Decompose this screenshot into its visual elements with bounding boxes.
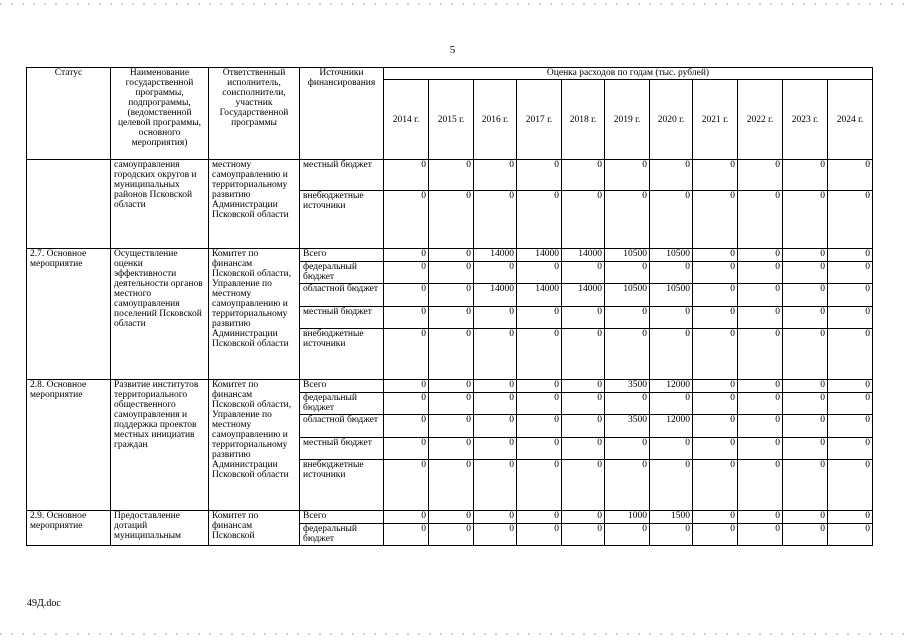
header-estimate: Оценка расходов по годам (тыс. рублей) [384,68,873,80]
amount-cell: 0 [738,307,783,329]
funding-source: внебюджетные источники [300,460,384,511]
amount-cell: 0 [605,191,650,249]
section-responsible: Комитет по финансам Псковской [209,511,300,546]
header-year: 2014 г. [384,80,429,160]
amount-cell: 0 [474,191,517,249]
amount-cell: 0 [650,524,693,546]
amount-cell: 0 [738,284,783,307]
header-year: 2019 г. [605,80,650,160]
amount-cell: 0 [783,511,828,524]
amount-cell: 0 [517,415,562,438]
amount-cell: 0 [517,524,562,546]
amount-cell: 0 [429,380,474,393]
amount-cell: 0 [828,393,873,415]
amount-cell: 0 [738,393,783,415]
amount-cell: 12000 [650,415,693,438]
amount-cell: 0 [783,393,828,415]
amount-cell: 0 [693,415,738,438]
amount-cell: 0 [605,438,650,460]
amount-cell: 10500 [650,249,693,262]
amount-cell: 0 [783,329,828,380]
amount-cell: 0 [562,511,605,524]
amount-cell: 0 [517,262,562,284]
amount-cell: 0 [384,191,429,249]
table-row [27,160,873,191]
amount-cell: 0 [693,380,738,393]
amount-cell: 0 [828,524,873,546]
amount-cell: 0 [828,380,873,393]
amount-cell: 0 [783,160,828,191]
footer-filename: 49Д.doc [27,598,61,609]
amount-cell: 0 [693,524,738,546]
funding-source: федеральный бюджет [300,524,384,546]
amount-cell: 0 [828,262,873,284]
amount-cell: 0 [474,460,517,511]
amount-cell: 0 [605,160,650,191]
amount-cell: 0 [693,307,738,329]
amount-cell: 14000 [517,249,562,262]
amount-cell: 0 [738,460,783,511]
amount-cell: 0 [517,380,562,393]
amount-cell: 0 [693,191,738,249]
amount-cell: 0 [517,329,562,380]
amount-cell: 14000 [474,249,517,262]
amount-cell: 0 [650,329,693,380]
amount-cell: 0 [828,307,873,329]
funding-source: местный бюджет [300,307,384,329]
amount-cell: 0 [605,329,650,380]
funding-source: внебюджетные источники [300,191,384,249]
funding-source: Всего [300,249,384,262]
amount-cell: 0 [517,307,562,329]
amount-cell: 0 [429,284,474,307]
amount-cell: 0 [562,415,605,438]
amount-cell: 0 [650,191,693,249]
amount-cell: 3500 [605,415,650,438]
amount-cell: 0 [474,511,517,524]
amount-cell: 0 [738,415,783,438]
amount-cell: 0 [828,460,873,511]
amount-cell: 0 [605,460,650,511]
table-row [27,380,873,393]
amount-cell: 0 [650,460,693,511]
section-name: Развитие институтов территориального общественного самоуправления и поддержка проектов местных инициатив граждан [111,380,209,511]
amount-cell: 0 [474,160,517,191]
amount-cell: 14000 [562,284,605,307]
amount-cell: 0 [474,524,517,546]
amount-cell: 0 [693,460,738,511]
amount-cell: 14000 [474,284,517,307]
amount-cell: 0 [384,329,429,380]
amount-cell: 0 [429,160,474,191]
amount-cell: 0 [693,393,738,415]
amount-cell: 0 [562,160,605,191]
page-number: 5 [449,44,456,56]
amount-cell: 0 [738,380,783,393]
section-status: 2.7. Основное мероприятие [27,249,111,380]
amount-cell: 0 [693,160,738,191]
amount-cell: 0 [605,393,650,415]
amount-cell: 0 [384,249,429,262]
table-row [27,249,873,262]
amount-cell: 0 [650,393,693,415]
amount-cell: 0 [562,307,605,329]
budget-table [26,67,873,546]
amount-cell: 0 [429,262,474,284]
amount-cell: 0 [562,191,605,249]
section-responsible: Комитет по финансам Псковской области, Управление по местному самоуправлению и территориальному развитию Администрации Псковской области [209,380,300,511]
amount-cell: 0 [429,329,474,380]
amount-cell: 3500 [605,380,650,393]
amount-cell: 0 [828,284,873,307]
amount-cell: 0 [517,460,562,511]
amount-cell: 0 [384,511,429,524]
amount-cell: 0 [783,262,828,284]
header-name: Наименование государственной программы, подпрограммы, (ведомственной целевой программы, основного мероприятия) [111,68,209,160]
amount-cell: 10500 [605,249,650,262]
amount-cell: 0 [562,262,605,284]
amount-cell: 0 [562,380,605,393]
amount-cell: 14000 [517,284,562,307]
amount-cell: 12000 [650,380,693,393]
amount-cell: 0 [384,415,429,438]
amount-cell: 0 [738,191,783,249]
amount-cell: 0 [738,249,783,262]
section-status [27,160,111,249]
header-year: 2016 г. [474,80,517,160]
section-responsible: местному самоуправлению и территориальному развитию Администрации Псковской области [209,160,300,249]
amount-cell: 0 [738,511,783,524]
amount-cell: 0 [605,524,650,546]
amount-cell: 0 [693,511,738,524]
amount-cell: 0 [474,415,517,438]
table-row [27,511,873,524]
amount-cell: 0 [828,438,873,460]
header-year: 2015 г. [429,80,474,160]
funding-source: местный бюджет [300,160,384,191]
amount-cell: 0 [828,511,873,524]
amount-cell: 0 [384,160,429,191]
header-year: 2021 г. [693,80,738,160]
amount-cell: 0 [384,284,429,307]
header-responsible: Ответственный исполнитель, соисполнители, участник Государственной программы [209,68,300,160]
amount-cell: 10500 [605,284,650,307]
amount-cell: 0 [429,393,474,415]
amount-cell: 0 [429,511,474,524]
funding-source: местный бюджет [300,438,384,460]
funding-source: областной бюджет [300,415,384,438]
amount-cell: 0 [783,307,828,329]
amount-cell: 0 [517,160,562,191]
amount-cell: 0 [828,249,873,262]
amount-cell: 0 [429,438,474,460]
amount-cell: 0 [783,524,828,546]
amount-cell: 0 [605,262,650,284]
amount-cell: 0 [650,438,693,460]
amount-cell: 0 [783,249,828,262]
amount-cell: 0 [384,438,429,460]
amount-cell: 0 [517,191,562,249]
funding-source: Всего [300,380,384,393]
amount-cell: 0 [738,329,783,380]
amount-cell: 0 [783,460,828,511]
amount-cell: 0 [693,284,738,307]
header-year: 2024 г. [828,80,873,160]
amount-cell: 0 [783,415,828,438]
amount-cell: 0 [783,438,828,460]
amount-cell: 0 [738,438,783,460]
amount-cell: 14000 [562,249,605,262]
amount-cell: 0 [474,307,517,329]
section-name: самоуправления городских округов и муниципальных районов Псковской области [111,160,209,249]
amount-cell: 0 [384,262,429,284]
section-name: Предоставление дотаций муниципальным [111,511,209,546]
section-name: Осуществление оценки эффективности деятельности органов местного самоуправления поселений Псковской области [111,249,209,380]
amount-cell: 0 [562,438,605,460]
header-year: 2022 г. [738,80,783,160]
amount-cell: 0 [562,393,605,415]
amount-cell: 0 [650,307,693,329]
amount-cell: 0 [783,284,828,307]
amount-cell: 0 [828,329,873,380]
amount-cell: 0 [474,329,517,380]
amount-cell: 0 [650,262,693,284]
header-status: Статус [27,68,111,160]
header-year: 2023 г. [783,80,828,160]
amount-cell: 0 [650,160,693,191]
amount-cell: 0 [693,249,738,262]
amount-cell: 0 [429,307,474,329]
amount-cell: 0 [384,524,429,546]
amount-cell: 0 [693,329,738,380]
section-status: 2.8. Основное мероприятие [27,380,111,511]
header-year: 2020 г. [650,80,693,160]
header-year: 2018 г. [562,80,605,160]
amount-cell: 0 [384,460,429,511]
amount-cell: 0 [429,191,474,249]
amount-cell: 0 [474,262,517,284]
amount-cell: 0 [738,262,783,284]
header-sources: Источники финансирования [300,68,384,160]
amount-cell: 0 [693,438,738,460]
amount-cell: 0 [429,249,474,262]
amount-cell: 0 [605,307,650,329]
amount-cell: 0 [783,191,828,249]
amount-cell: 0 [384,380,429,393]
funding-source: областной бюджет [300,284,384,307]
header-year: 2017 г. [517,80,562,160]
amount-cell: 0 [562,329,605,380]
amount-cell: 0 [517,438,562,460]
amount-cell: 0 [384,307,429,329]
amount-cell: 0 [562,460,605,511]
amount-cell: 0 [429,460,474,511]
funding-source: федеральный бюджет [300,262,384,284]
amount-cell: 10500 [650,284,693,307]
amount-cell: 0 [828,160,873,191]
amount-cell: 0 [384,393,429,415]
amount-cell: 0 [693,262,738,284]
amount-cell: 0 [429,415,474,438]
amount-cell: 0 [562,524,605,546]
amount-cell: 1000 [605,511,650,524]
amount-cell: 0 [517,393,562,415]
amount-cell: 0 [429,524,474,546]
amount-cell: 0 [517,511,562,524]
amount-cell: 0 [828,191,873,249]
amount-cell: 0 [738,524,783,546]
amount-cell: 0 [738,160,783,191]
funding-source: Всего [300,511,384,524]
amount-cell: 0 [474,438,517,460]
funding-source: внебюджетные источники [300,329,384,380]
amount-cell: 0 [783,380,828,393]
amount-cell: 1500 [650,511,693,524]
section-status: 2.9. Основное мероприятие [27,511,111,546]
section-responsible: Комитет по финансам Псковской области, Управление по местному самоуправлению и территориальному развитию Администрации Псковской области [209,249,300,380]
amount-cell: 0 [474,380,517,393]
amount-cell: 0 [828,415,873,438]
amount-cell: 0 [474,393,517,415]
funding-source: федеральный бюджет [300,393,384,415]
